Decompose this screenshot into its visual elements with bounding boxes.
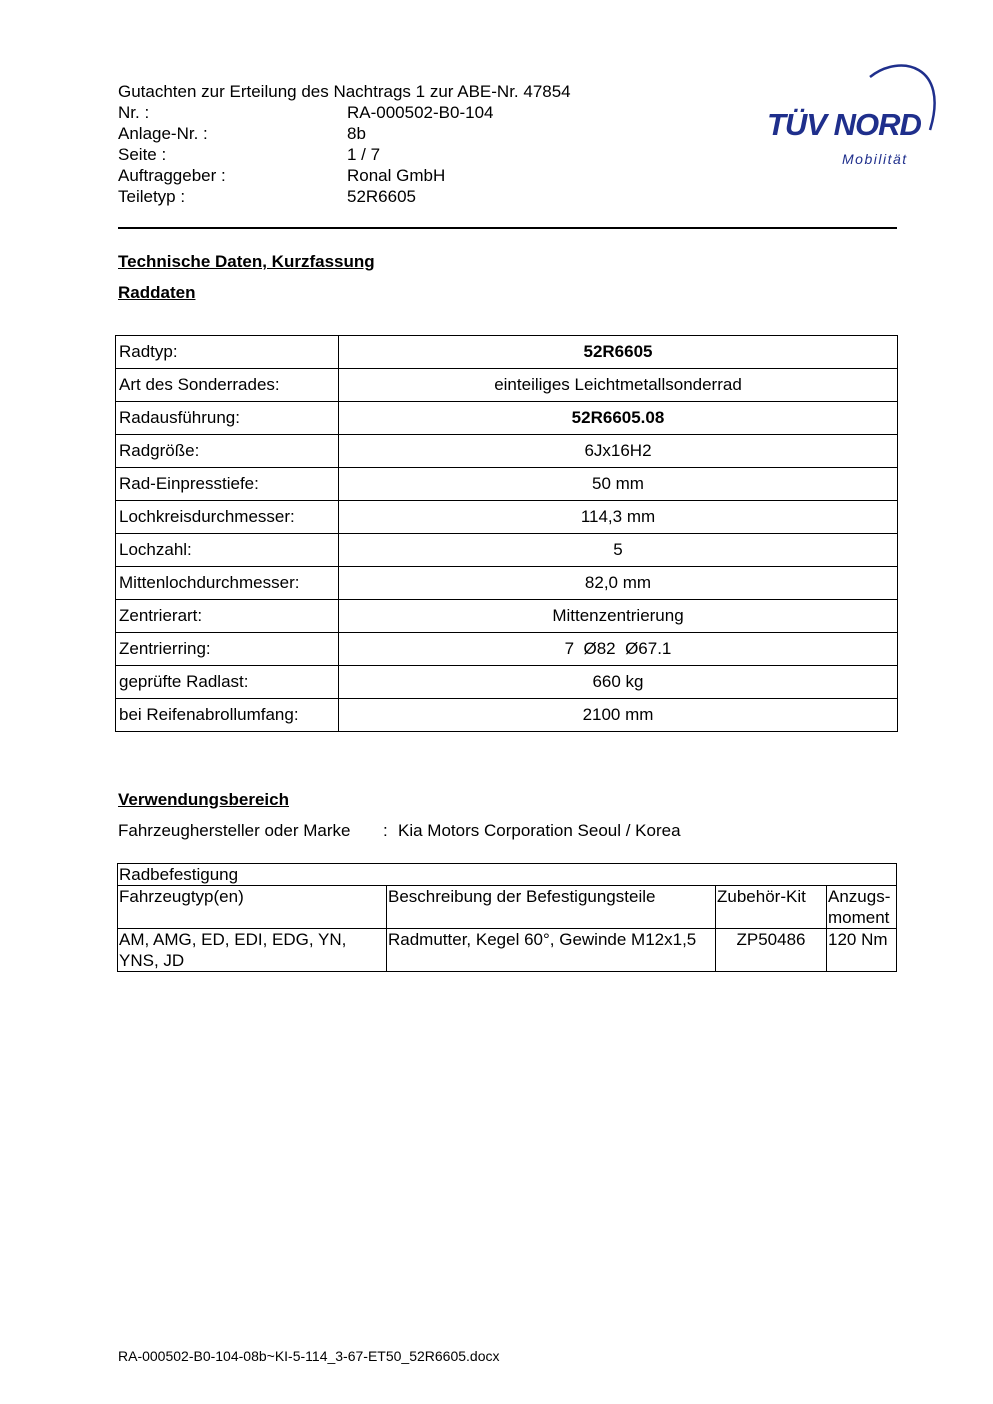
row-label: Mittenlochdurchmesser: — [116, 567, 339, 600]
vehicle-types: AM, AMG, ED, EDI, EDG, YN, YNS, JD — [118, 929, 387, 972]
section-title: Technische Daten, Kurzfassung — [118, 252, 375, 271]
row-value: einteiliges Leichtmetallsonderrad — [339, 369, 898, 402]
logo-subtitle: Mobilität — [842, 151, 908, 167]
table-row — [116, 567, 898, 600]
header-value: 8b — [347, 124, 366, 143]
row-label: Lochzahl: — [116, 534, 339, 567]
table-row — [116, 534, 898, 567]
table-row — [116, 501, 898, 534]
row-label: geprüfte Radlast: — [116, 666, 339, 699]
row-value: 82,0 mm — [339, 567, 898, 600]
row-value: 7 Ø82 Ø67.1 — [339, 633, 898, 666]
row-label: Zentrierring: — [116, 633, 339, 666]
accessory-kit: ZP50486 — [716, 929, 827, 972]
usage-title: Verwendungsbereich — [118, 790, 289, 809]
fastener-description: Radmutter, Kegel 60°, Gewinde M12x1,5 — [387, 929, 716, 972]
table-row — [116, 435, 898, 468]
row-label: Radgröße: — [116, 435, 339, 468]
usage-label: Fahrzeughersteller oder Marke — [118, 821, 351, 840]
usage-value: Kia Motors Corporation Seoul / Korea — [398, 821, 681, 840]
usage-line — [118, 821, 681, 841]
header-value: 1 / 7 — [347, 145, 381, 164]
table-row — [116, 336, 898, 369]
row-label: Art des Sonderrades: — [116, 369, 339, 402]
document-title: Gutachten zur Erteilung des Nachtrags 1 zur ABE-Nr. 47854 — [118, 82, 571, 101]
row-value: 5 — [339, 534, 898, 567]
table-row — [116, 699, 898, 732]
row-label: Rad-Einpresstiefe: — [116, 468, 339, 501]
row-value: 6Jx16H2 — [339, 435, 898, 468]
header-label: Seite : — [118, 145, 167, 164]
header-row-nr — [118, 102, 494, 123]
section-subtitle: Raddaten — [118, 283, 196, 302]
row-value: 660 kg — [339, 666, 898, 699]
table-row — [118, 929, 897, 972]
logo-brand: TÜV NORD — [767, 107, 921, 142]
table-title-row — [118, 864, 897, 886]
tuv-nord-logo — [760, 55, 945, 170]
column-header: Zubehör-Kit — [716, 886, 827, 929]
header-value: RA-000502-B0-104 — [347, 103, 494, 122]
table-row — [116, 666, 898, 699]
table-row — [116, 369, 898, 402]
row-value: 50 mm — [339, 468, 898, 501]
row-label: Lochkreisdurchmesser: — [116, 501, 339, 534]
row-value: 114,3 mm — [339, 501, 898, 534]
header-label: Teiletyp : — [118, 187, 186, 206]
befestigung-title: Radbefestigung — [118, 864, 897, 886]
header-label: Anlage-Nr. : — [118, 124, 208, 143]
column-header: Fahrzeugtyp(en) — [118, 886, 387, 929]
usage-separator: : — [383, 821, 388, 840]
header-value: 52R6605 — [347, 187, 417, 206]
row-value: 2100 mm — [339, 699, 898, 732]
header-divider — [118, 227, 897, 229]
header-label: Auftraggeber : — [118, 166, 226, 185]
table-row — [116, 402, 898, 435]
row-value: 52R6605 — [339, 336, 898, 369]
footer-filename: RA-000502-B0-104-08b~KI-5-114_3-67-ET50_52R6605.docx — [118, 1348, 500, 1364]
row-label: bei Reifenabrollumfang: — [116, 699, 339, 732]
table-header-row — [118, 886, 897, 929]
table-row — [116, 468, 898, 501]
row-label: Radausführung: — [116, 402, 339, 435]
raddaten-table — [115, 335, 898, 732]
table-row — [116, 633, 898, 666]
column-header: Anzugs- moment — [827, 886, 897, 929]
table-row — [116, 600, 898, 633]
header-row-auftraggeber — [118, 165, 446, 186]
befestigung-table — [117, 863, 897, 972]
row-value: 52R6605.08 — [339, 402, 898, 435]
row-label: Radtyp: — [116, 336, 339, 369]
header-row-anlage — [118, 123, 366, 144]
header-label: Nr. : — [118, 103, 150, 122]
column-header: Beschreibung der Befestigungsteile — [387, 886, 716, 929]
header-row-teiletyp — [118, 186, 417, 207]
header-value: Ronal GmbH — [347, 166, 446, 185]
row-label: Zentrierart: — [116, 600, 339, 633]
torque: 120 Nm — [827, 929, 897, 972]
header-row-seite — [118, 144, 381, 165]
row-value: Mittenzentrierung — [339, 600, 898, 633]
